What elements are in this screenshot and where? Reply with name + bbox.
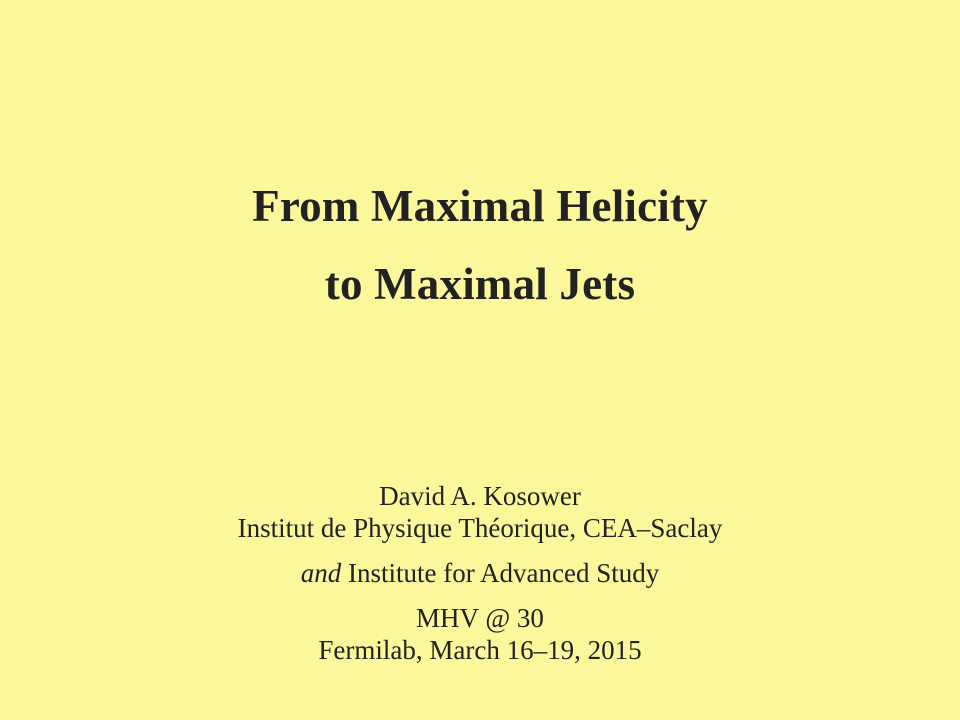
- title-line-1: From Maximal Helicity: [252, 181, 708, 231]
- affiliation-conjunction: and: [300, 558, 342, 588]
- author-affiliation-1: Institut de Physique Théorique, CEA–Saclay: [237, 513, 723, 543]
- event-place-date: Fermilab, March 16–19, 2015: [318, 635, 642, 665]
- author-name: David A. Kosower: [379, 481, 581, 511]
- title-line-2: to Maximal Jets: [324, 259, 636, 309]
- affiliation-2-text: Institute for Advanced Study: [341, 558, 660, 588]
- author-affiliation-2: [0, 557, 960, 589]
- event-name: MHV @ 30: [416, 603, 544, 633]
- title-block: [0, 180, 960, 310]
- subtitle-block: [0, 480, 960, 666]
